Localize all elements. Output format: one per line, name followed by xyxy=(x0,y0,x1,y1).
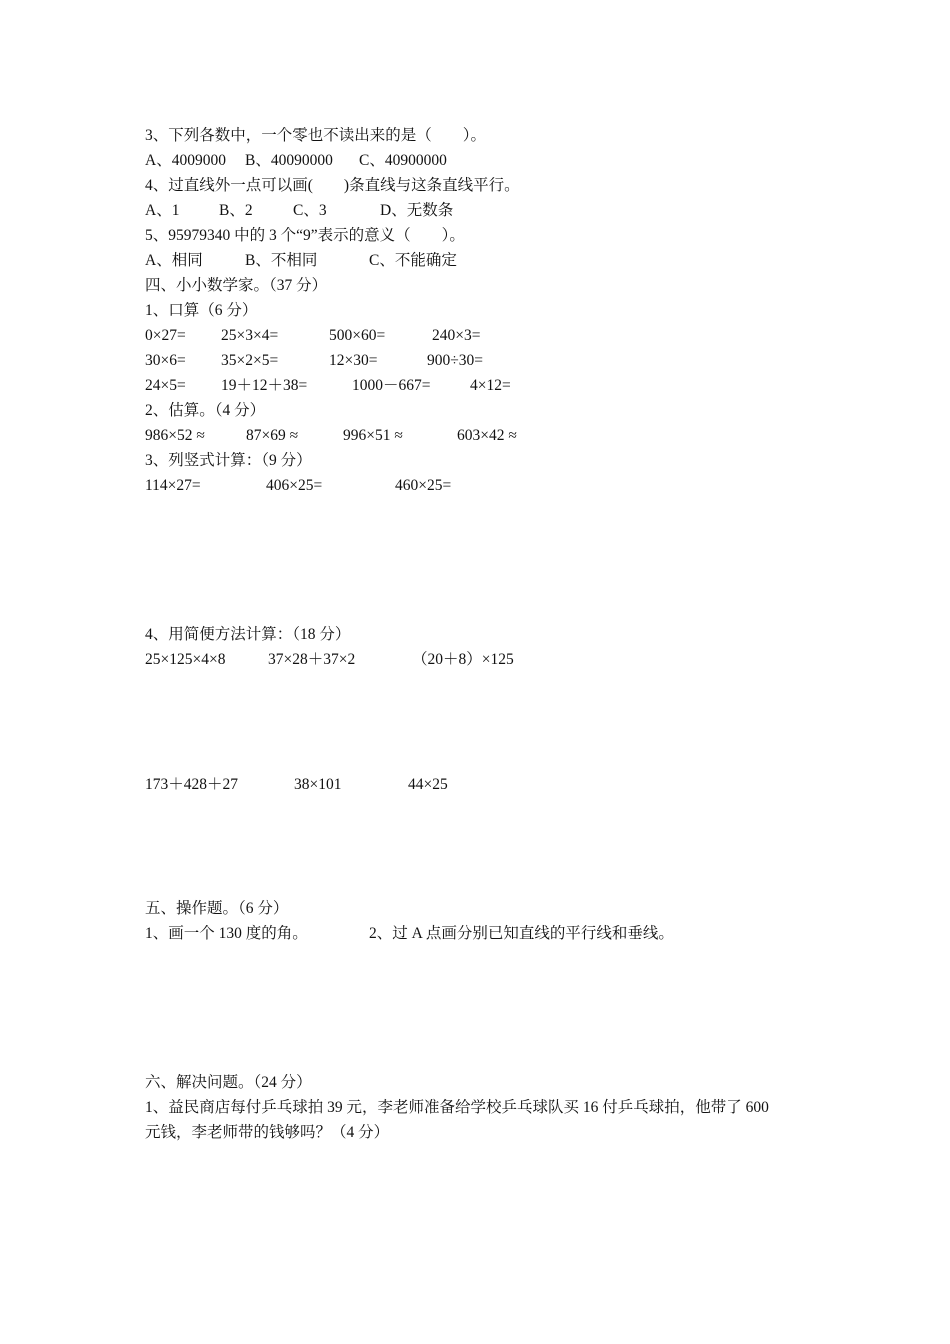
mental-math-item: 24×5= xyxy=(145,377,186,394)
estimate-item: 986×52 ≈ xyxy=(145,427,205,444)
mental-math-item: 35×2×5= xyxy=(221,352,279,369)
option-a: A、相同 xyxy=(145,252,203,269)
mental-math-item: 900÷30= xyxy=(427,352,483,369)
mental-math-item: 240×3= xyxy=(432,327,481,344)
option-a: A、1 xyxy=(145,202,180,219)
mental-math-heading: 1、口算（6 分） xyxy=(145,302,258,319)
option-d: D、无数条 xyxy=(380,202,454,219)
option-c: C、3 xyxy=(293,202,327,219)
mental-math-item: 12×30= xyxy=(329,352,378,369)
mental-math-item: 0×27= xyxy=(145,327,186,344)
estimate-item: 996×51 ≈ xyxy=(343,427,403,444)
estimate-item: 87×69 ≈ xyxy=(246,427,299,444)
mental-math-item: 25×3×4= xyxy=(221,327,279,344)
section-4-heading: 四、小小数学家。（37 分） xyxy=(145,277,328,294)
question-3-text: 3、下列各数中，一个零也不读出来的是（ ）。 xyxy=(145,127,487,144)
mental-math-item: 19＋12＋38= xyxy=(221,377,308,394)
simplify-item: 44×25 xyxy=(408,776,448,793)
option-b: B、40090000 xyxy=(245,152,333,169)
question-4-text: 4、过直线外一点可以画( )条直线与这条直线平行。 xyxy=(145,177,520,194)
problem-1-text-cont: 元钱，李老师带的钱够吗？（4 分） xyxy=(145,1124,390,1141)
operation-item-1: 1、画一个 130 度的角。 xyxy=(145,925,308,942)
simplify-item: 38×101 xyxy=(294,776,342,793)
question-5-text: 5、95979340 中的 3 个“9”表示的意义（ ）。 xyxy=(145,227,465,244)
option-b: B、2 xyxy=(219,202,253,219)
option-a: A、4009000 xyxy=(145,152,226,169)
simplify-item: 173＋428＋27 xyxy=(145,776,239,793)
simplify-item: 37×28＋37×2 xyxy=(268,651,356,668)
mental-math-item: 30×6= xyxy=(145,352,186,369)
estimate-heading: 2、估算。（4 分） xyxy=(145,402,266,419)
mental-math-item: 1000－667= xyxy=(352,377,431,394)
section-6-heading: 六、解决问题。（24 分） xyxy=(145,1074,312,1091)
option-c: C、40900000 xyxy=(359,152,447,169)
operation-item-2: 2、过 A 点画分别已知直线的平行线和垂线。 xyxy=(369,925,674,942)
vertical-calc-item: 406×25= xyxy=(266,477,323,494)
simplify-item: 25×125×4×8 xyxy=(145,651,226,668)
vertical-calc-item: 460×25= xyxy=(395,477,452,494)
vertical-calc-heading: 3、列竖式计算：（9 分） xyxy=(145,452,312,469)
option-c: C、不能确定 xyxy=(369,252,457,269)
vertical-calc-item: 114×27= xyxy=(145,477,201,494)
section-5-heading: 五、操作题。（6 分） xyxy=(145,900,289,917)
mental-math-item: 4×12= xyxy=(470,377,511,394)
mental-math-item: 500×60= xyxy=(329,327,386,344)
problem-1-text: 1、益民商店每付乒乓球拍 39 元，李老师准备给学校乒乓球队买 16 付乒乓球拍，他带了 600 xyxy=(145,1099,769,1116)
estimate-item: 603×42 ≈ xyxy=(457,427,517,444)
simplify-item: （20＋8）×125 xyxy=(412,651,514,668)
simplify-heading: 4、用简便方法计算：（18 分） xyxy=(145,626,351,643)
option-b: B、不相同 xyxy=(245,252,318,269)
